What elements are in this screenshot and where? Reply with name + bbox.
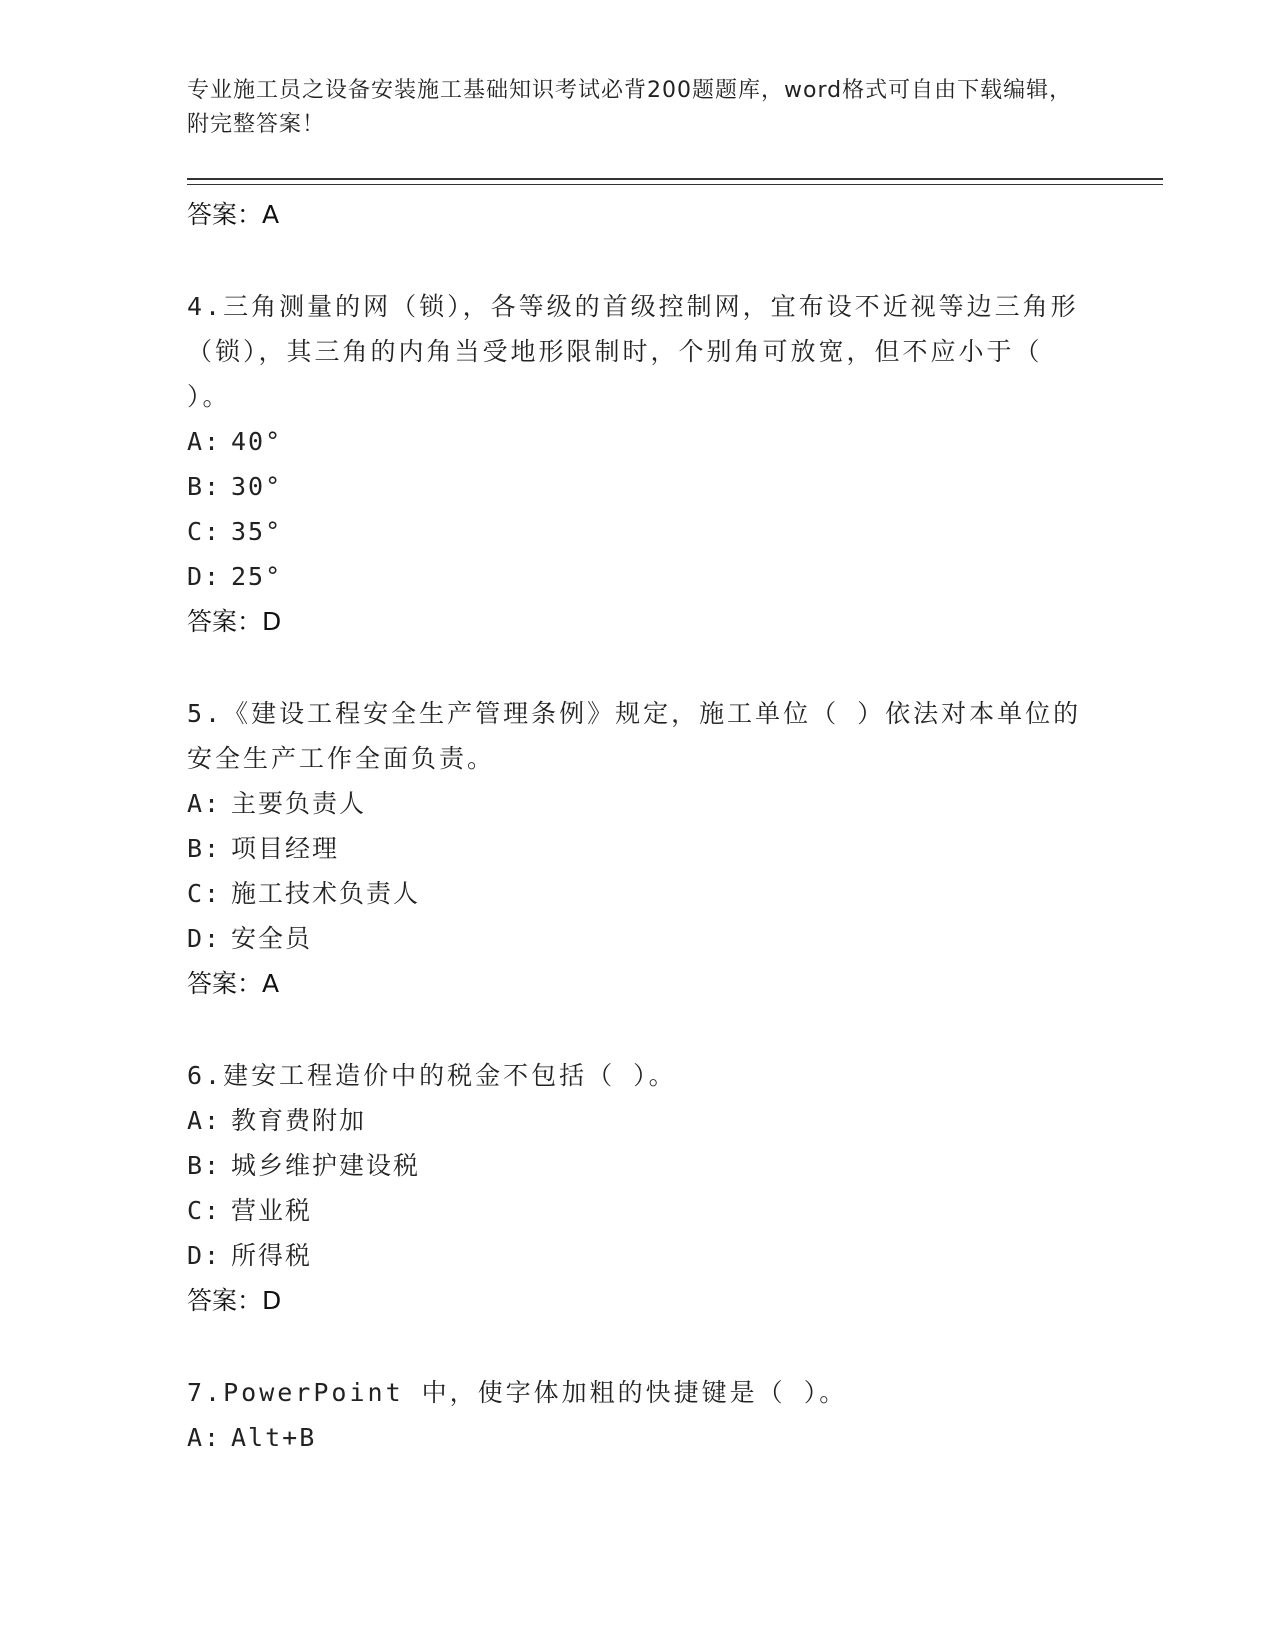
option-letter: C: — [187, 517, 222, 546]
option-a — [187, 419, 1087, 464]
option-letter: C: — [187, 1196, 222, 1225]
option-c — [187, 871, 1087, 916]
option-text: 主要负责人 — [231, 789, 367, 818]
answer: 答案：D — [187, 607, 282, 636]
header-divider-thin — [187, 184, 1163, 185]
option-text: 35° — [231, 517, 283, 546]
option-a — [187, 781, 1087, 826]
question-text: 6.建安工程造价中的税金不包括（ ）。 — [187, 1061, 677, 1090]
option-letter: D: — [187, 562, 222, 591]
option-c — [187, 509, 1087, 554]
option-letter: A: — [187, 427, 222, 456]
question-text: 4.三角测量的网（锁），各等级的首级控制网，宜布设不近视等边三角形（锁），其三角的内角当受地形限制时，个别角可放宽，但不应小于（ ）。 — [187, 292, 1079, 411]
question-5 — [187, 691, 1087, 1007]
option-text: 所得税 — [231, 1241, 313, 1270]
option-letter: B: — [187, 1151, 222, 1180]
option-text: Alt+B — [231, 1423, 317, 1452]
option-text: 城乡维护建设税 — [231, 1151, 421, 1180]
option-letter: D: — [187, 924, 222, 953]
option-letter: C: — [187, 879, 222, 908]
question-text: 5.《建设工程安全生产管理条例》规定，施工单位（ ）依法对本单位的安全生产工作全面负责。 — [187, 699, 1082, 773]
option-d — [187, 554, 1087, 599]
option-text: 教育费附加 — [231, 1106, 367, 1135]
option-text: 营业税 — [231, 1196, 313, 1225]
option-a — [187, 1415, 1087, 1460]
page-header: 专业施工员之设备安装施工基础知识考试必背200题题库，word格式可自由下载编辑，附完整答案！ — [187, 78, 1073, 137]
option-c — [187, 1188, 1087, 1233]
option-letter: D: — [187, 1241, 222, 1270]
option-a — [187, 1098, 1087, 1143]
question-6 — [187, 1053, 1087, 1324]
option-text: 40° — [231, 427, 283, 456]
option-text: 安全员 — [231, 924, 313, 953]
option-b — [187, 826, 1087, 871]
option-text: 30° — [231, 472, 283, 501]
option-b — [187, 1143, 1087, 1188]
option-text: 施工技术负责人 — [231, 879, 421, 908]
answer-previous: 答案：A — [187, 200, 280, 229]
question-7 — [187, 1370, 1087, 1460]
option-letter: B: — [187, 472, 222, 501]
option-letter: A: — [187, 1106, 222, 1135]
option-letter: A: — [187, 789, 222, 818]
option-text: 25° — [231, 562, 283, 591]
option-b — [187, 464, 1087, 509]
question-text: 7.PowerPoint 中，使字体加粗的快捷键是（ ）。 — [187, 1378, 848, 1407]
option-d — [187, 1233, 1087, 1278]
header-divider-thick — [187, 178, 1163, 180]
option-d — [187, 916, 1087, 961]
option-letter: B: — [187, 834, 222, 863]
question-4 — [187, 284, 1087, 645]
answer: 答案：A — [187, 969, 280, 998]
answer: 答案：D — [187, 1286, 282, 1315]
document-body — [187, 192, 1087, 1460]
option-text: 项目经理 — [231, 834, 340, 863]
option-letter: A: — [187, 1423, 222, 1452]
